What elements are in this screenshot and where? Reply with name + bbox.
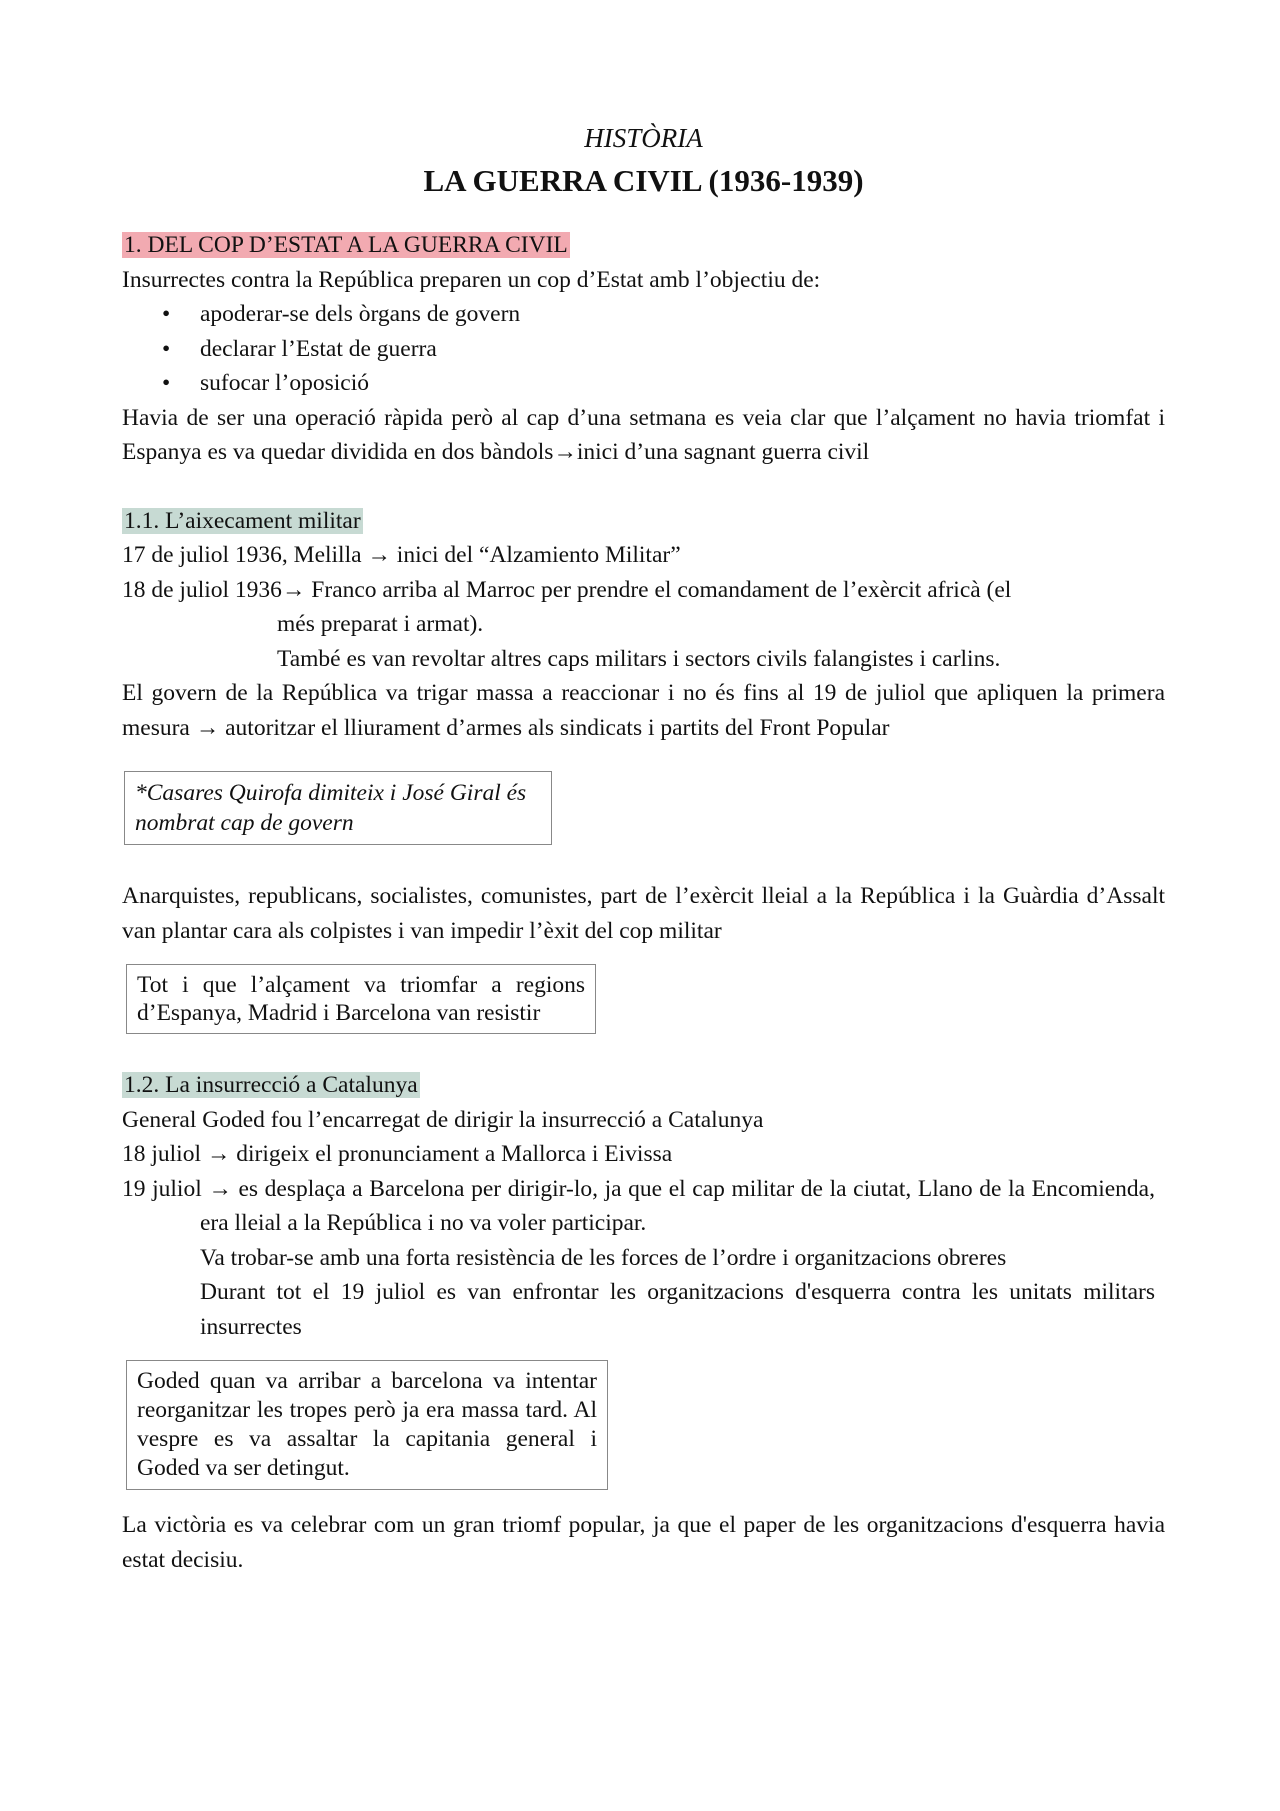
subject-heading: HISTÒRIA <box>584 123 703 153</box>
note-box-goded <box>126 1360 608 1490</box>
note-box-text: Tot i que l’alçament va triomfar a regions d’Espanya, Madrid i Barcelona van resistir <box>137 972 585 1026</box>
section1-paragraph: Havia de ser una operació ràpida però al cap d’una setmana es veia clar que l’alçament no havia triomfat i Espanya es va quedar dividida en dos bàndols→inici d’una sagnant guerra civil <box>122 404 1165 465</box>
note-box-government <box>124 771 552 845</box>
timeline-line-2: 18 de juliol 1936→ Franco arriba al Marroc per prendre el comandament de l’exèrcit africà (el <box>122 576 1012 603</box>
list-item-text: sufocar l’oposició <box>200 370 370 396</box>
catalonia-line-4: Va trobar-se amb una forta resistència de les forces de l’ordre i organitzacions obreres <box>200 1244 1007 1271</box>
catalonia-line-3: 19 juliol → es desplaça a Barcelona per dirigir-lo, ja que el cap militar de la ciutat, Llano de la Encomienda, era lleial a la República i no va voler participar. <box>122 1175 1155 1236</box>
catalonia-line-5: Durant tot el 19 juliol es van enfrontar les organitzacions d'esquerra contra les unitats militars insurrectes <box>200 1279 1155 1340</box>
list-item <box>122 297 1165 332</box>
section-heading-1-text: 1. DEL COP D’ESTAT A LA GUERRA CIVIL <box>124 232 568 258</box>
document-title: LA GUERRA CIVIL (1936-1939) <box>423 163 864 198</box>
objectives-list <box>122 297 1165 401</box>
spacer <box>122 1344 1165 1360</box>
section1-1-paragraph: El govern de la República va trigar massa a reaccionar i no és fins al 19 de juliol que apliquen la primera mesura → autoritzar el lliurament d’armes als sindicats i partits del Front Popular <box>122 680 1165 741</box>
spacer <box>122 1034 1165 1068</box>
spacer <box>122 948 1165 964</box>
section-heading-1-2-text: 1.2. La insurrecció a Catalunya <box>124 1072 418 1098</box>
spacer <box>122 845 1165 879</box>
bullet-icon: • <box>162 335 171 362</box>
catalonia-line-2: 18 juliol → dirigeix el pronunciament a Mallorca i Eivissa <box>122 1141 673 1167</box>
document-body <box>122 118 1165 1577</box>
spacer <box>122 745 1165 771</box>
timeline-line-2-continuation: més preparat i armat). <box>277 611 484 637</box>
blank-line <box>122 470 1165 504</box>
list-item-text: declarar l’Estat de guerra <box>200 335 437 362</box>
note-box-resistance <box>126 964 596 1034</box>
section-heading-1-1-text: 1.1. L’aixecament militar <box>124 507 361 534</box>
spacer <box>122 1490 1165 1508</box>
section-heading-1-1 <box>122 504 1165 539</box>
section-heading-1-2 <box>122 1068 1165 1103</box>
list-item <box>122 366 1165 401</box>
list-item-text: apoderar-se dels òrgans de govern <box>200 301 521 327</box>
note-box-text: *Casares Quirofa dimiteix i José Giral és nombrat cap de govern <box>135 780 527 836</box>
section-heading-1 <box>122 228 1165 263</box>
timeline-line-3: També es van revoltar altres caps militars i sectors civils falangistes i carlins. <box>277 645 1001 672</box>
catalonia-block <box>122 1172 1165 1345</box>
note-box-text: Goded quan va arribar a barcelona va intentar reorganitzar les tropes però ja era massa tard. Al vespre es va assaltar la capitania general i Goded va ser detingut. <box>137 1368 597 1481</box>
catalonia-line-1: General Goded fou l’encarregat de dirigir la insurrecció a Catalunya <box>122 1106 764 1133</box>
timeline-line-1: 17 de juliol 1936, Melilla → inici del “Alzamiento Militar” <box>122 542 681 568</box>
list-item <box>122 332 1165 367</box>
section1-2-paragraph: La victòria es va celebrar com un gran triomf popular, ja que el paper de les organitzacions d'esquerra havia estat decisiu. <box>122 1512 1165 1573</box>
section1-1-paragraph-2: Anarquistes, republicans, socialistes, comunistes, part de l’exèrcit lleial a la República i la Guàrdia d’Assalt van plantar cara als colpistes i van impedir l’èxit del cop militar <box>122 883 1165 944</box>
section1-intro: Insurrectes contra la República preparen un cop d’Estat amb l’objectiu de: <box>122 266 821 293</box>
bullet-icon: • <box>162 301 171 327</box>
bullet-icon: • <box>162 370 171 396</box>
